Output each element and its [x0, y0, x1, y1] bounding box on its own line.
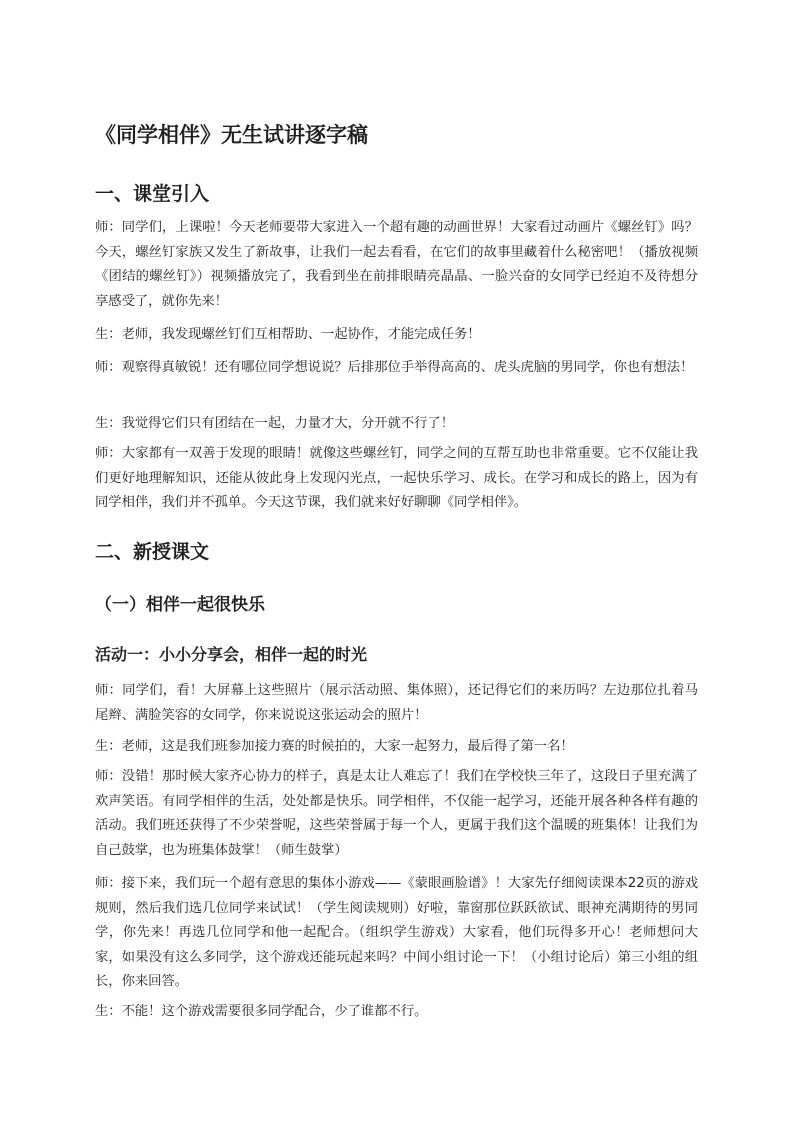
activity-heading: 活动一：小小分享会，相伴一起的时光 [95, 645, 368, 664]
paragraph: 师：大家都有一双善于发现的眼睛！就像这些螺丝钉，同学之间的互帮互助也非常重要。它不仅能让我们更好地理解知识，还能从彼此身上发现闪光点，一起快乐学习、成长。在学习和成长的路上，因为有同学相伴，我们并不孤单。今天这节课，我们就来好好聊聊《同学相伴》。 [95, 446, 698, 510]
paragraph: 师：没错！那时候大家齐心协力的样子，真是太让人难忘了！我们在学校快三年了，这段日子里充满了欢声笑语。有同学相伴的生活，处处都是快乐。同学相伴，不仅能一起学习，还能开展各种各样有趣的活动。我们班还获得了不少荣誉呢，这些荣誉属于每一个人，更属于我们这个温暖的班集体！让我们为自己鼓掌，也为班集体鼓掌！（师生鼓掌） [95, 769, 698, 858]
section-heading-intro: 一、课堂引入 [95, 183, 210, 205]
paragraph: 生：我觉得它们只有团结在一起，力量才大，分开就不行了！ [95, 416, 455, 431]
subsection-heading: （一）相伴一起很快乐 [95, 595, 265, 615]
section-heading-new-lesson: 二、新授课文 [95, 541, 210, 563]
paragraph: 师：观察得真敏锐！还有哪位同学想说说？后排那位手举得高高的、虎头虎脑的男同学，你也有想法！ [95, 360, 694, 375]
paragraph: 师：同学们，看！大屏幕上这些照片（展示活动照、集体照），还记得它们的来历吗？左边那位扎着马尾辫、满脸笑容的女同学，你来说说这张运动会的照片！ [95, 683, 698, 723]
paragraph: 生：老师，我发现螺丝钉们互相帮助、一起协作，才能完成任务！ [95, 327, 481, 342]
paragraph: 师：同学们，上课啦！今天老师要带大家进入一个超有趣的动画世界！大家看过动画片《螺丝钉》吗？今天，螺丝钉家族又发生了新故事，让我们一起去看看，在它们的故事里藏着什么秘密吧！（播放视频《团结的螺丝钉》）视频播放完了，我看到坐在前排眼睛亮晶晶、一脸兴奋的女同学已经迫不及待想分享感受了，就你先来！ [95, 220, 698, 309]
paragraph: 生：老师，这是我们班参加接力赛的时候拍的，大家一起努力，最后得了第一名！ [95, 739, 574, 754]
document-title: 《同学相伴》无生试讲逐字稿 [95, 123, 368, 147]
paragraph: 师：接下来，我们玩一个超有意思的集体小游戏——《蒙眼画脸谱》！大家先仔细阅读课本22页的游戏规则，然后我们选几位同学来试试！（学生阅读规则）好啦，靠窗那位跃跃欲试、眼神充满期待的男同学，你先来！再选几位同学和他一起配合。（组织学生游戏）大家看，他们玩得多开心！老师想问大家，如果没有这么多同学，这个游戏还能玩起来吗？中间小组讨论一下！（小组讨论后）第三小组的组长，你来回答。 [95, 876, 698, 989]
paragraph: 生：不能！这个游戏需要很多同学配合，少了谁都不行。 [95, 1004, 428, 1019]
